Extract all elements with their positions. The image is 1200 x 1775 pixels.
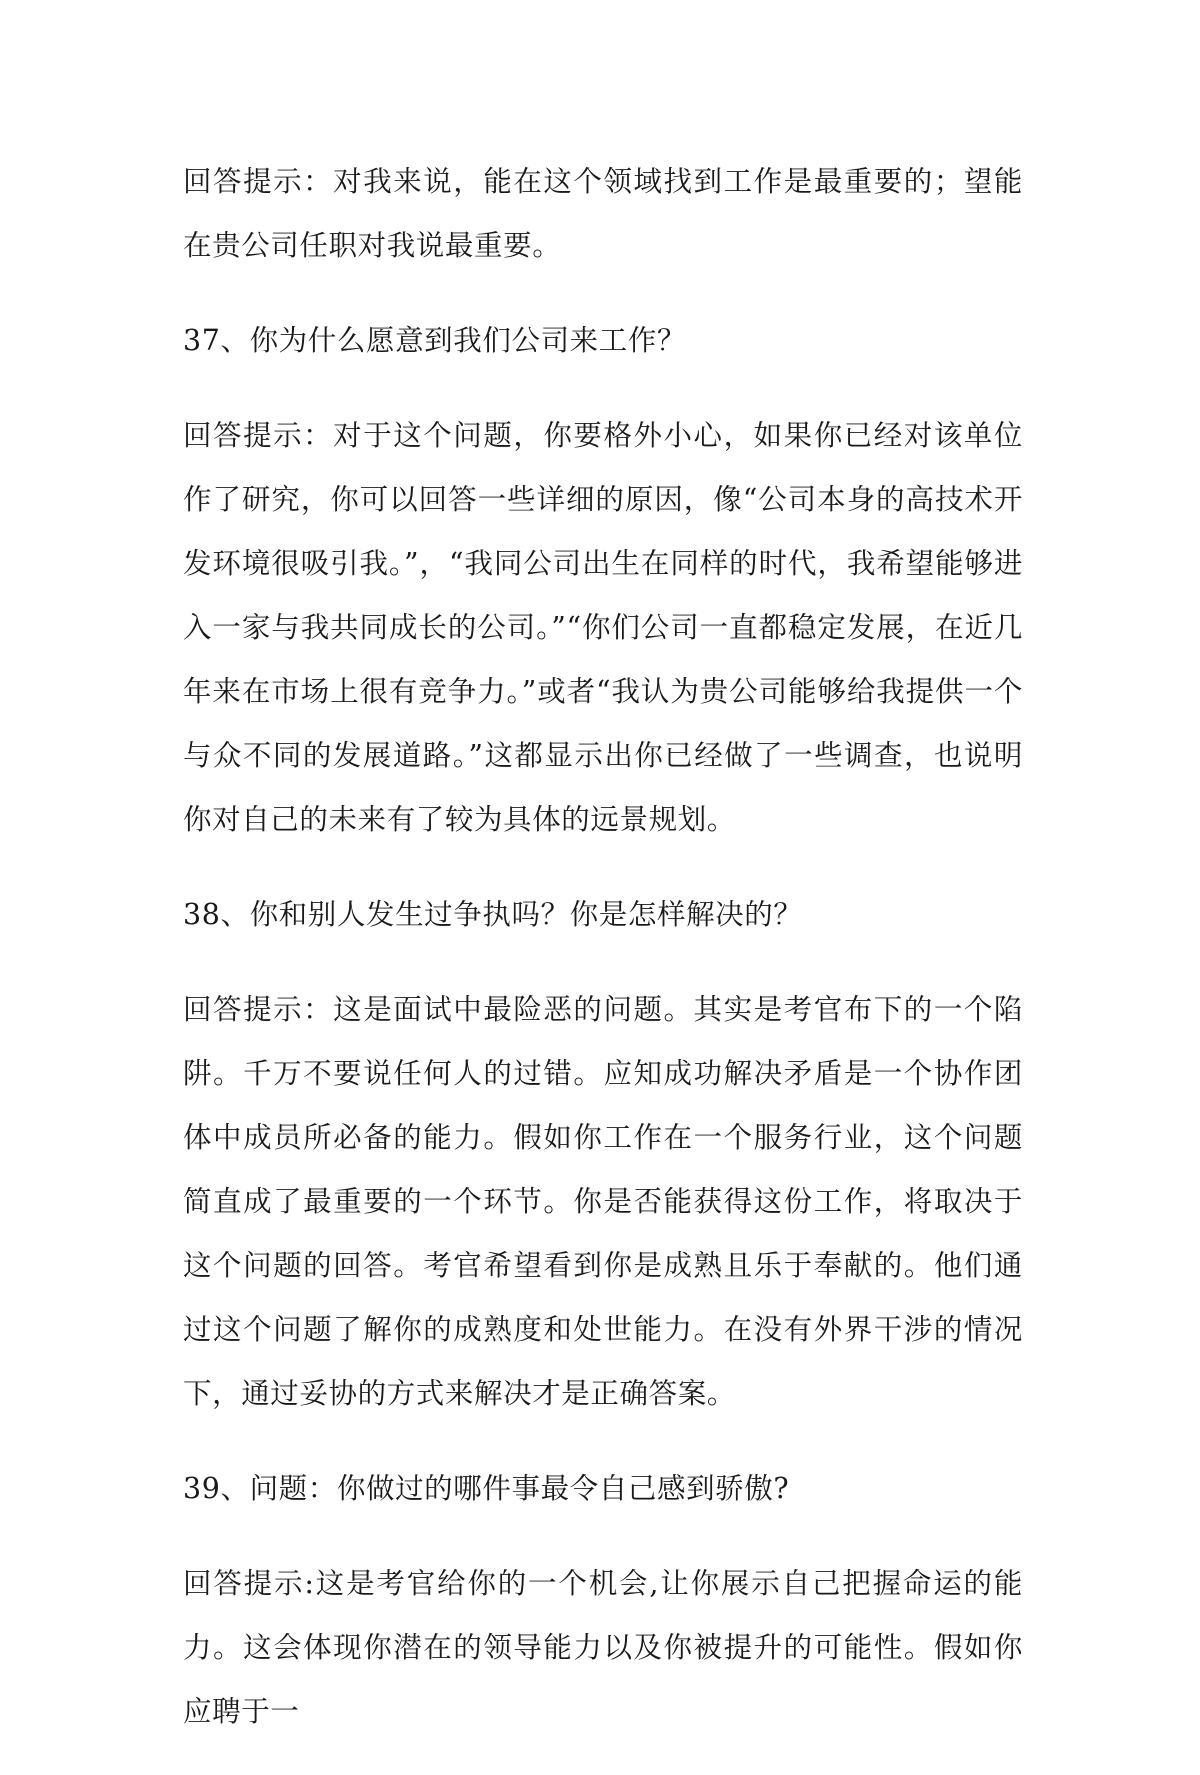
question-37: 37、你为什么愿意到我们公司来工作？ (183, 324, 687, 357)
answer-paragraph-36: 回答提示：对我来说，能在这个领域找到工作是最重要的；望能在贵公司任职对我说最重要。 (183, 165, 1023, 262)
question-38: 38、你和别人发生过争执吗？你是怎样解决的？ (183, 898, 803, 931)
answer-paragraph-38: 回答提示：这是面试中最险恶的问题。其实是考官布下的一个陷阱。千万不要说任何人的过错。应知成功解决矛盾是一个协作团体中成员所必备的能力。假如你工作在一个服务行业，这个问题简直成了最重要的一个环节。你是否能获得这份工作，将取决于这个问题的回答。考官希望看到你是成熟且乐于奉献的。他们通过这个问题了解你的成熟度和处世能力。在没有外界干涉的情况下，通过妥协的方式来解决才是正确答案。 (183, 993, 1023, 1410)
question-39: 39、问题：你做过的哪件事最令自己感到骄傲? (183, 1472, 790, 1505)
answer-paragraph-37: 回答提示：对于这个问题，你要格外小心，如果你已经对该单位作了研究，你可以回答一些详细的原因，像“公司本身的高技术开发环境很吸引我。”，“我同公司出生在同样的时代，我希望能够进入一家与我共同成长的公司。”“你们公司一直都稳定发展，在近几年来在市场上很有竞争力。”或者“我认为贵公司能够给我提供一个与众不同的发展道路。”这都显示出你已经做了一些调查，也说明你对自己的未来有了较为具体的远景规划。 (183, 419, 1023, 836)
document-body (183, 150, 1023, 1775)
answer-paragraph-39: 回答提示:这是考官给你的一个机会,让你展示自己把握命运的能力。这会体现你潜在的领导能力以及你被提升的可能性。假如你应聘于一 (183, 1567, 1023, 1728)
